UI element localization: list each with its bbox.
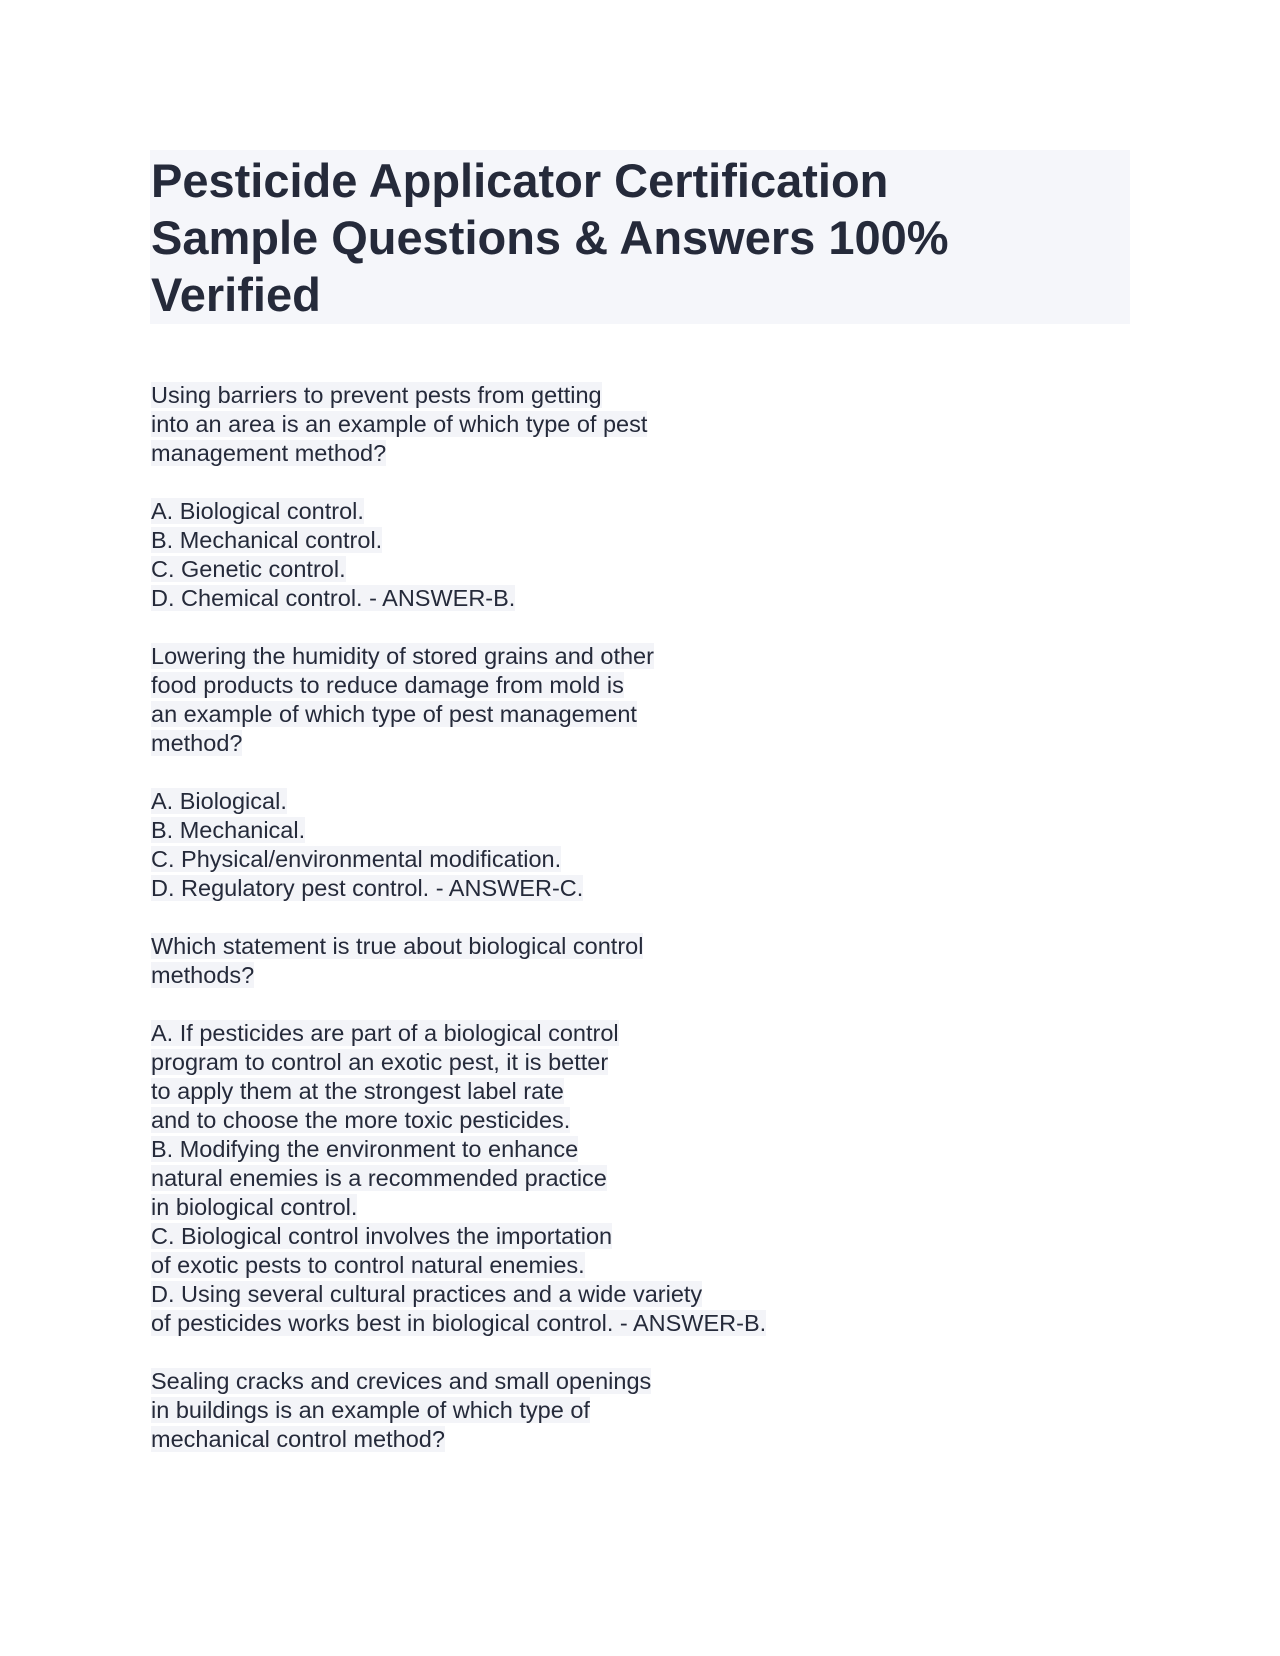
title-block [150,150,1130,324]
option-line: A. Biological. [151,788,287,814]
option-line-with-answer: D. Chemical control. - ANSWER-B. [151,585,516,611]
question-1 [151,381,1051,468]
option-line-with-answer: D. Regulatory pest control. - ANSWER-C. [151,875,584,901]
question-4 [151,1367,1051,1454]
option-line: A. Biological control. [151,498,364,524]
option-line: C. Genetic control. [151,556,346,582]
options-3 [151,1019,1051,1338]
option-line: C. Biological control involves the importation [151,1223,613,1249]
question-text-line: mechanical control method? [151,1426,445,1452]
question-2 [151,642,1051,758]
option-line: natural enemies is a recommended practice [151,1165,607,1191]
question-text-line: methods? [151,962,255,988]
title-line: Verified [151,268,321,321]
option-line: of exotic pests to control natural enemies. [151,1252,585,1278]
option-line: D. Using several cultural practices and a wide variety [151,1281,703,1307]
option-line: to apply them at the strongest label rate [151,1078,564,1104]
option-line: and to choose the more toxic pesticides. [151,1107,571,1133]
options-1 [151,497,1051,613]
question-text-line: Sealing cracks and crevices and small openings [151,1368,652,1394]
document-body [151,381,1051,1483]
question-text-line: management method? [151,440,387,466]
question-text-line: Which statement is true about biological control [151,933,644,959]
title-line: Sample Questions & Answers 100% [151,211,949,264]
question-text-line: an example of which type of pest management [151,701,637,727]
option-line: B. Mechanical control. [151,527,383,553]
options-2 [151,787,1051,903]
question-text-line: Lowering the humidity of stored grains and other [151,643,654,669]
option-line: C. Physical/environmental modification. [151,846,562,872]
question-text-line: method? [151,730,243,756]
question-text-line: Using barriers to prevent pests from getting [151,382,602,408]
page-title [151,152,949,323]
option-line: A. If pesticides are part of a biological control [151,1020,619,1046]
option-line: program to control an exotic pest, it is better [151,1049,609,1075]
question-text-line: in buildings is an example of which type of [151,1397,590,1423]
option-line-with-answer: of pesticides works best in biological control. - ANSWER-B. [151,1310,767,1336]
option-line: B. Mechanical. [151,817,306,843]
option-line: B. Modifying the environment to enhance [151,1136,579,1162]
question-text-line: food products to reduce damage from mold is [151,672,624,698]
question-text-line: into an area is an example of which type of pest [151,411,648,437]
question-3 [151,932,1051,990]
option-line: in biological control. [151,1194,358,1220]
title-line: Pesticide Applicator Certification [151,154,889,207]
